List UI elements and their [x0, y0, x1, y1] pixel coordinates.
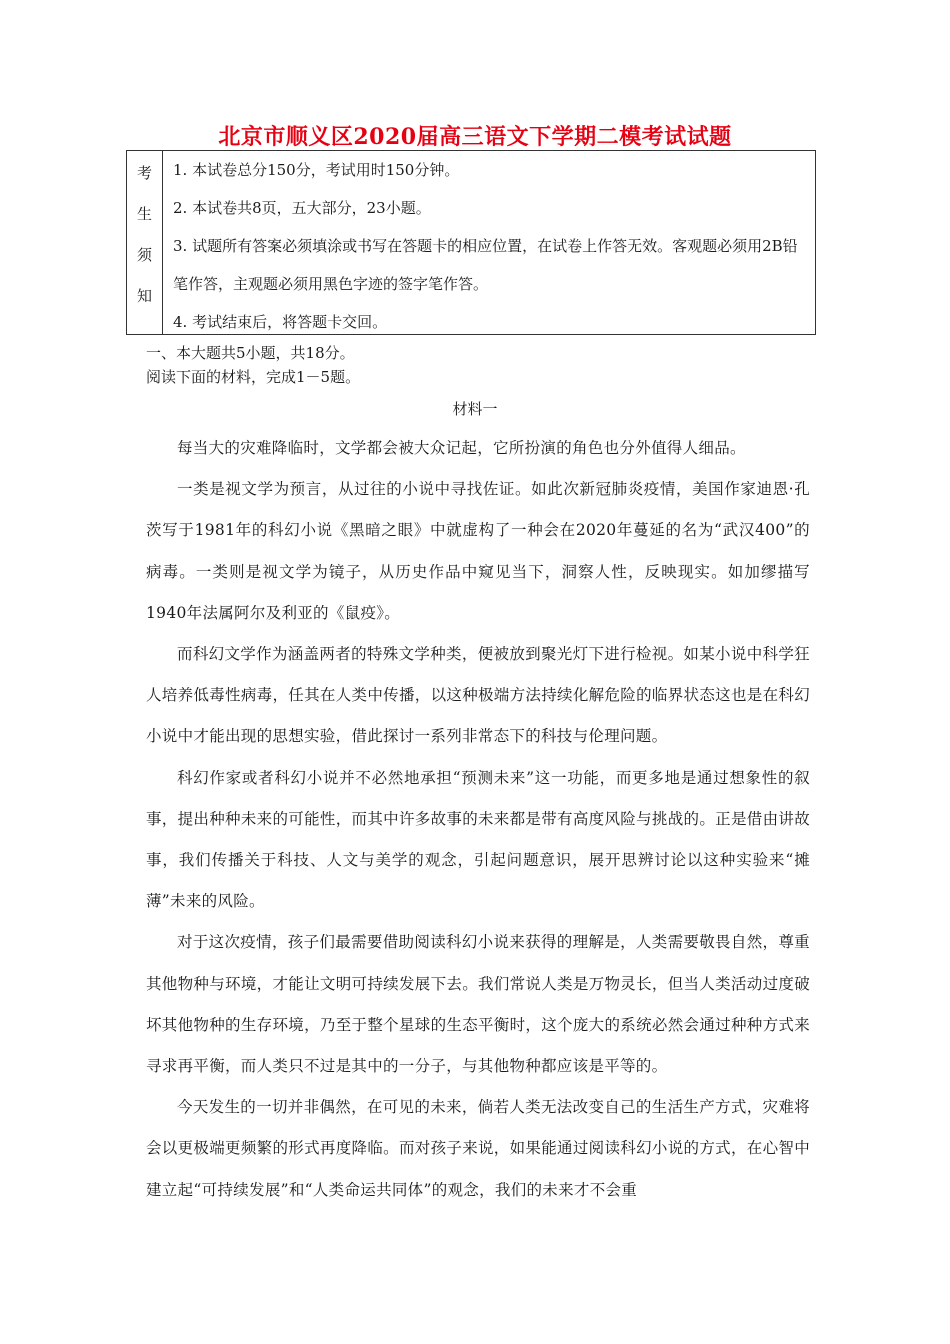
notice-item: 1. 本试卷总分150分，考试用时150分钟。: [173, 161, 460, 179]
notice-label-char: 知: [136, 287, 152, 305]
notice-item: 2. 本试卷共8页，五大部分，23小题。: [173, 199, 431, 217]
notice-items: [163, 151, 815, 334]
paragraph: 而科幻文学作为涵盖两者的特殊文学种类，便被放到聚光灯下进行检视。如某小说中科学狂人培养低毒性病毒，任其在人类中传播，以这种极端方法持续化解危险的临界状态这也是在科幻小说中才能出现的思想实验，借此探讨一系列非常态下的科技与伦理问题。: [146, 645, 810, 746]
page-title: 北京市顺义区2020届高三语文下学期二模考试试题: [218, 124, 732, 150]
material-body: [146, 428, 810, 1211]
material-title: 材料一: [452, 400, 498, 418]
paragraph: 一类是视文学为预言，从过往的小说中寻找佐证。如此次新冠肺炎疫情，美国作家迪恩·孔茨写于1981年的科幻小说《黑暗之眼》中就虚构了一种会在2020年蔓延的名为“武汉400”的病毒。一类则是视文学为镜子，从历史作品中窥见当下，洞察人性，反映现实。如加缪描写1940年法属阿尔及利亚的《鼠疫》。: [146, 480, 810, 622]
section-heading: 一、本大题共5小题，共18分。: [146, 344, 355, 362]
notice-label-char: 生: [136, 205, 152, 223]
paragraph: 每当大的灾难降临时，文学都会被大众记起，它所扮演的角色也分外值得人细品。: [177, 439, 746, 457]
paragraph: 对于这次疫情，孩子们最需要借助阅读科幻小说来获得的理解是，人类需要敬畏自然，尊重其他物种与环境，才能让文明可持续发展下去。我们常说人类是万物灵长，但当人类活动过度破坏其他物种的生存环境，乃至于整个星球的生态平衡时，这个庞大的系统必然会通过种种方式来寻求再平衡，而人类只不过是其中的一分子，与其他物种都应该是平等的。: [146, 933, 810, 1076]
paragraph: 科幻作家或者科幻小说并不必然地承担“预测未来”这一功能，而更多地是通过想象性的叙事，提出种种未来的可能性，而其中许多故事的未来都是带有高度风险与挑战的。正是借由讲故事，我们传播关于科技、人文与美学的观念，引起问题意识，展开思辨讨论以这种实验来“摊薄”未来的风险。: [146, 768, 810, 911]
notice-item: 4. 考试结束后，将答题卡交回。: [173, 313, 388, 331]
paragraph: 今天发生的一切并非偶然，在可见的未来，倘若人类无法改变自己的生活生产方式，灾难将会以更极端更频繁的形式再度降临。而对孩子来说，如果能通过阅读科幻小说的方式，在心智中建立起“可持续发展”和“人类命运共同体”的观念，我们的未来才不会重: [146, 1098, 810, 1199]
notice-label: [127, 151, 163, 334]
section-instruction: 阅读下面的材料，完成1－5题。: [146, 368, 361, 386]
notice-item: 3. 试题所有答案必须填涂或书写在答题卡的相应位置，在试卷上作答无效。客观题必须用2B铅笔作答，主观题必须用黑色字迹的签字笔作答。: [173, 237, 798, 293]
notice-label-char: 考: [136, 164, 152, 182]
notice-label-char: 须: [136, 246, 152, 264]
exam-notice-box: [126, 150, 816, 335]
